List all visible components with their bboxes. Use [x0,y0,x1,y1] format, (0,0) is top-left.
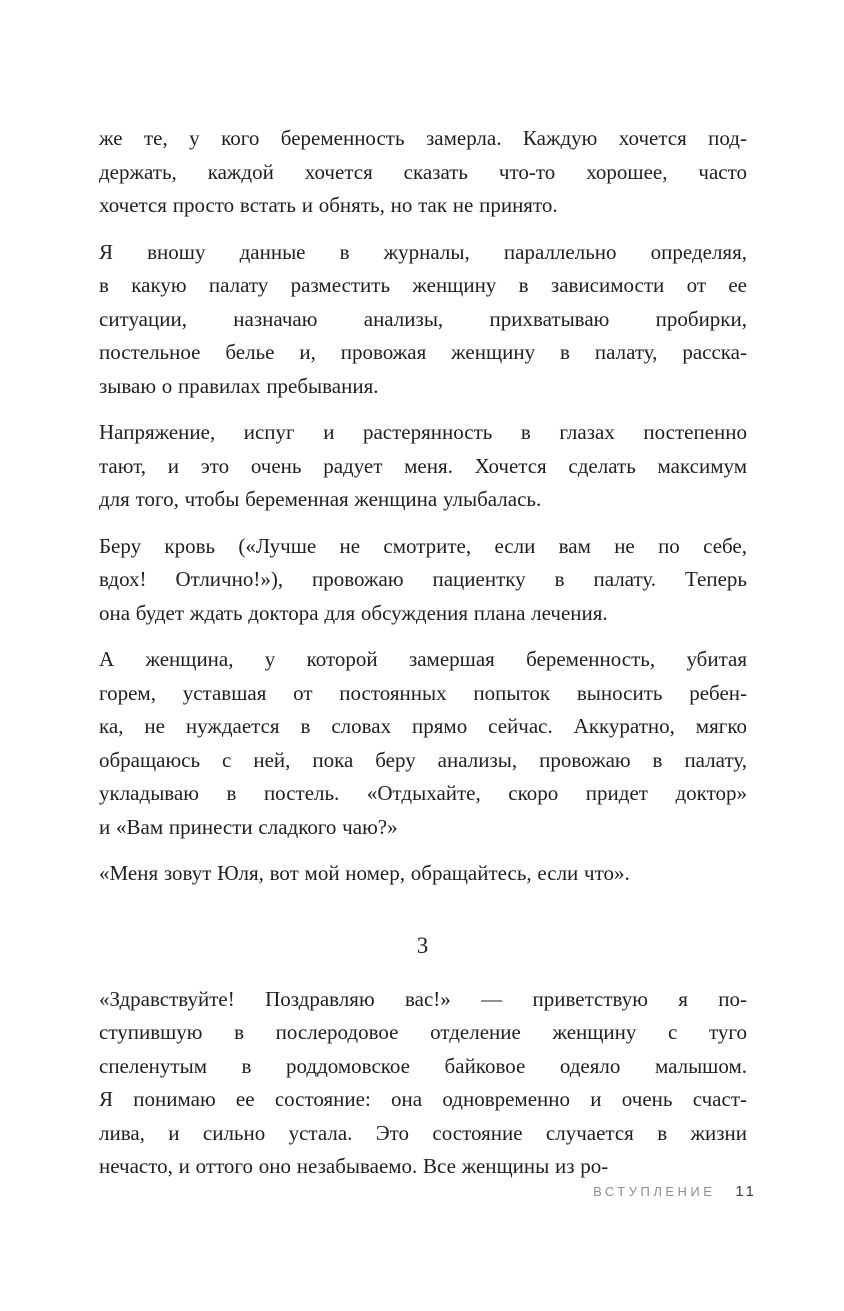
page-number: 11 [735,1183,757,1200]
text-line: укладываю в постель. «Отдыхайте, скоро придет доктор» [99,781,747,805]
text-line: и «Вам принести сладкого чаю?» [99,814,398,839]
text-line: для того, чтобы беременная женщина улыбалась. [99,487,542,511]
text-line: обращаюсь с ней, пока беру анализы, провожаю в палату, [99,747,747,772]
text-line: Напряжение, испуг и растерянность в глазах постепенно [99,420,747,444]
body-paragraph [99,983,747,1184]
text-line: постельное белье и, провожая женщину в палату, расска- [99,340,747,364]
body-paragraph [99,416,747,517]
text-line: горем, уставшая от постоянных попыток выносить ребен- [99,680,747,705]
text-line: «Здравствуйте! Поздравляю вас!» — приветствую я по- [99,986,747,1011]
text-line: в какую палату разместить женщину в зависимости от ее [99,273,747,297]
text-line: А женщина, у которой замершая беременность, убитая [99,647,747,671]
text-line: Я вношу данные в журналы, параллельно определяя, [99,239,747,264]
chapter-label: ВСТУПЛЕНИЕ [593,1184,716,1199]
text-line: она будет ждать доктора для обсуждения плана лечения. [99,600,608,625]
text-line: нечасто, и оттого оно незабываемо. Все женщины из ро- [99,1154,609,1178]
text-line: хочется просто встать и обнять, но так не принято. [99,193,558,217]
text-line: ка, не нуждается в словах прямо сейчас. Аккуратно, мягко [99,714,747,738]
body-paragraph [99,236,747,404]
text-line: Я понимаю ее состояние: она одновременно и очень счаст- [99,1087,747,1111]
section-number-heading: 3 [416,932,430,958]
text-line: тают, и это очень радует меня. Хочется сделать максимум [99,453,747,478]
text-line: «Меня зовут Юля, вот мой номер, обращайтесь, если что». [99,861,630,885]
text-line: же те, у кого беременность замерла. Каждую хочется под- [99,126,747,150]
body-paragraph [99,857,747,891]
body-paragraph [99,530,747,631]
text-line: ступившую в послеродовое отделение женщину с туго [99,1020,747,1044]
text-line: держать, каждой хочется сказать что-то хорошее, часто [99,159,747,184]
text-line: зываю о правилах пребывания. [99,373,379,398]
body-paragraph [99,643,747,844]
text-line: лива, и сильно устала. Это состояние случается в жизни [99,1120,747,1145]
body-paragraph [99,122,747,223]
text-line: спеленутым в роддомовское байковое одеяло малышом. [99,1053,747,1078]
text-line: вдох! Отлично!»), провожаю пациентку в палату. Теперь [99,567,747,591]
page-text-block [99,122,747,1197]
text-line: ситуации, назначаю анализы, прихватываю пробирки, [99,306,747,331]
text-line: Беру кровь («Лучше не смотрите, если вам не по себе, [99,533,747,558]
running-footer [593,1183,757,1200]
